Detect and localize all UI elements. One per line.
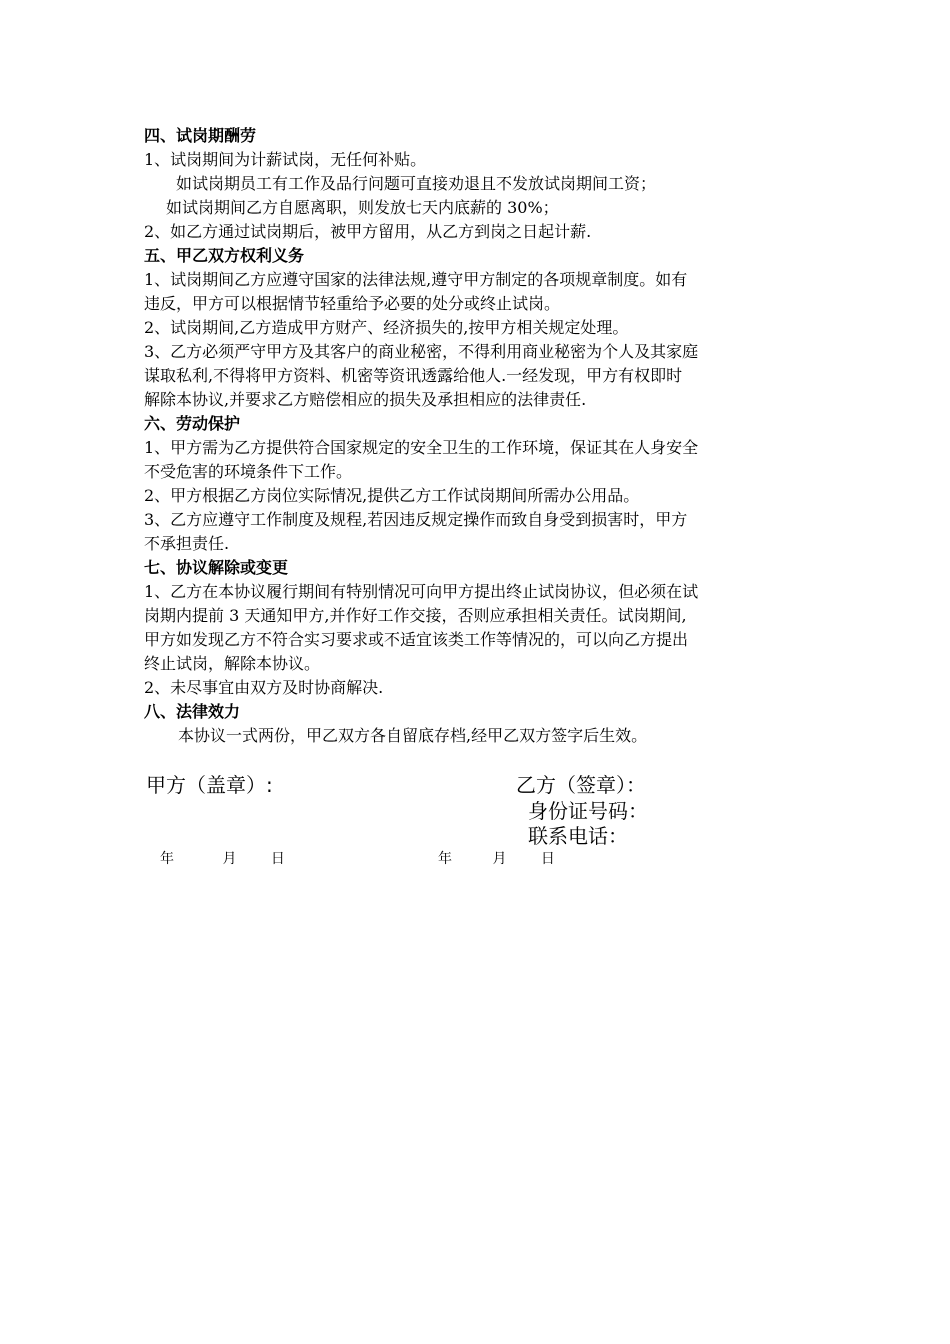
- section8-line-1: 本协议一式两份，甲乙双方各自留底存档,经甲乙双方签字后生效。: [178, 726, 648, 745]
- section5-line-3: 2、试岗期间,乙方造成甲方财产、经济损失的,按甲方相关规定处理。: [144, 318, 629, 337]
- party-b-month: 月: [492, 851, 507, 867]
- section7-line-3: 甲方如发现乙方不符合实习要求或不适宜该类工作等情况的，可以向乙方提出: [144, 630, 689, 649]
- party-a-month: 月: [222, 851, 237, 867]
- section6-line-4: 3、乙方应遵守工作制度及规程,若因违反规定操作而致自身受到损害时，甲方: [144, 510, 688, 529]
- id-number-label: 身份证号码：: [528, 799, 648, 823]
- section6-line-1: 1、甲方需为乙方提供符合国家规定的安全卫生的工作环境，保证其在人身安全: [144, 438, 699, 457]
- section4-line-2: 如试岗期员工有工作及品行问题可直接劝退且不发放试岗期间工资；: [176, 174, 657, 193]
- agreement-body: [144, 124, 810, 748]
- section-heading-termination: 七、协议解除或变更: [144, 558, 289, 577]
- party-a-seal-label: 甲方（盖章）:: [146, 773, 273, 797]
- phone-label: 联系电话：: [528, 824, 628, 848]
- section-heading-compensation: 四、试岗期酬劳: [144, 126, 257, 145]
- section5-line-4: 3、乙方必须严守甲方及其客户的商业秘密，不得利用商业秘密为个人及其家庭: [144, 342, 699, 361]
- section5-line-2: 违反，甲方可以根据情节轻重给予必要的处分或终止试岗。: [144, 294, 561, 313]
- section4-line-4: 2、如乙方通过试岗期后，被甲方留用，从乙方到岗之日起计薪.: [144, 222, 592, 241]
- party-a-day: 日: [270, 851, 285, 867]
- section5-line-1: 1、试岗期间乙方应遵守国家的法律法规,遵守甲方制定的各项规章制度。如有: [144, 270, 688, 289]
- section7-line-2: 岗期内提前 3 天通知甲方,并作好工作交接，否则应承担相关责任。试岗期间,: [144, 606, 687, 625]
- section-heading-labor-protection: 六、劳动保护: [144, 414, 241, 433]
- section5-line-5: 谋取私利,不得将甲方资料、机密等资讯透露给他人.一经发现，甲方有权即时: [144, 366, 683, 385]
- section7-line-4: 终止试岗，解除本协议。: [144, 654, 321, 673]
- section5-line-6: 解除本协议,并要求乙方赔偿相应的损失及承担相应的法律责任.: [144, 390, 587, 409]
- party-b-date: [438, 849, 555, 869]
- section7-line-5: 2、未尽事宜由双方及时协商解决.: [144, 678, 384, 697]
- section6-line-3: 2、甲方根据乙方岗位实际情况,提供乙方工作试岗期间所需办公用品。: [144, 486, 640, 505]
- section4-line-3: 如试岗期间乙方自愿离职，则发放七天内底薪的 30%；: [166, 198, 559, 217]
- section6-line-2: 不受危害的环境条件下工作。: [144, 462, 353, 481]
- party-b-year: 年: [438, 851, 452, 867]
- section7-line-1: 1、乙方在本协议履行期间有特别情况可向甲方提出终止试岗协议，但必须在试: [144, 582, 699, 601]
- party-a-year: 年: [160, 851, 174, 867]
- section6-line-5: 不承担责任.: [144, 534, 230, 553]
- party-b-sign-label: 乙方（签章）：: [516, 773, 646, 797]
- party-a-date: [160, 849, 285, 869]
- section-heading-rights-obligations: 五、甲乙双方权利义务: [144, 246, 305, 265]
- section4-line-1: 1、试岗期间为计薪试岗，无任何补贴。: [144, 150, 427, 169]
- party-b-day: 日: [540, 851, 555, 867]
- section-heading-legal-effect: 八、法律效力: [144, 702, 241, 721]
